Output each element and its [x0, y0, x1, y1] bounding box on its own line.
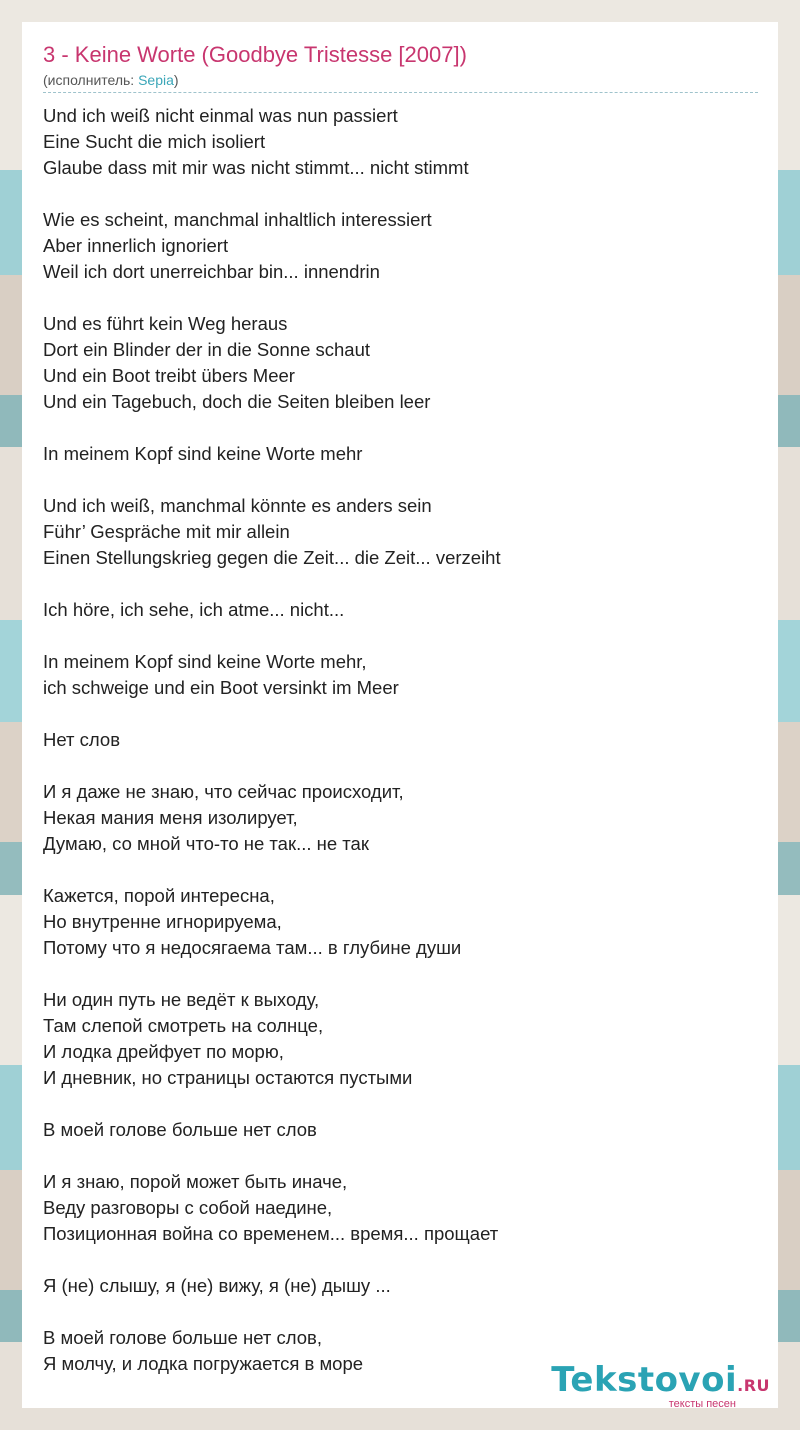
- artist-prefix: (исполнитель:: [43, 72, 139, 88]
- lyric-line: Dort ein Blinder der in die Sonne schaut: [43, 339, 371, 360]
- lyric-line: Und es führt kein Weg heraus: [43, 313, 288, 334]
- lyric-line: И я знаю, порой может быть иначе,: [43, 1171, 348, 1192]
- lyric-line: Einen Stellungskrieg gegen die Zeit... die Zeit... verzeiht: [43, 547, 501, 568]
- lyrics-stanza: [43, 103, 758, 181]
- lyrics-stanza: [43, 1169, 758, 1247]
- lyric-line: In meinem Kopf sind keine Worte mehr,: [43, 651, 367, 672]
- lyric-line: Und ich weiß nicht einmal was nun passiert: [43, 105, 398, 126]
- lyric-line: Weil ich dort unerreichbar bin... innendrin: [43, 261, 380, 282]
- lyric-line: Und ein Tagebuch, doch die Seiten bleiben leer: [43, 391, 431, 412]
- lyric-line: Веду разговоры с собой наедине,: [43, 1197, 333, 1218]
- lyrics-stanza: [43, 1273, 758, 1299]
- lyric-line: Wie es scheint, manchmal inhaltlich interessiert: [43, 209, 432, 230]
- lyric-line: Кажется, порой интересна,: [43, 885, 275, 906]
- lyric-line: И я даже не знаю, что сейчас происходит,: [43, 781, 404, 802]
- lyric-line: Und ein Boot treibt übers Meer: [43, 365, 295, 386]
- lyric-line: Eine Sucht die mich isoliert: [43, 131, 266, 152]
- lyric-line: Я (не) слышу, я (не) вижу, я (не) дышу ...: [43, 1275, 391, 1296]
- lyric-line: Там слепой смотреть на солнце,: [43, 1015, 324, 1036]
- lyric-line: В моей голове больше нет слов: [43, 1119, 317, 1140]
- lyrics-card: [22, 22, 778, 1408]
- lyric-line: Und ich weiß, manchmal könnte es anders sein: [43, 495, 432, 516]
- lyrics-stanza: [43, 727, 758, 753]
- lyrics-stanza: [43, 441, 758, 467]
- lyrics-stanza: [43, 649, 758, 701]
- logo-wordmark: [551, 1362, 770, 1404]
- lyrics-stanza: [43, 883, 758, 961]
- lyric-line: ich schweige und ein Boot versinkt im Meer: [43, 677, 399, 698]
- lyrics-stanza: [43, 1117, 758, 1143]
- logo-name: Tekstovoi: [551, 1360, 738, 1400]
- artist-suffix: ): [173, 72, 179, 88]
- lyrics-stanza: [43, 493, 758, 571]
- lyric-line: Führ’ Gespräche mit mir allein: [43, 521, 290, 542]
- lyric-line: Но внутренне игнорируема,: [43, 911, 282, 932]
- lyric-line: Ich höre, ich sehe, ich atme... nicht...: [43, 599, 345, 620]
- artist-line: [43, 71, 758, 93]
- lyric-line: Glaube dass mit mir was nicht stimmt... nicht stimmt: [43, 157, 469, 178]
- lyric-line: Нет слов: [43, 729, 121, 750]
- lyrics-body: [43, 103, 758, 1377]
- lyric-line: Ни один путь не ведёт к выходу,: [43, 989, 320, 1010]
- lyric-line: Думаю, со мной что-то не так... не так: [43, 833, 369, 854]
- logo-subtitle: тексты песен: [668, 1398, 736, 1410]
- lyrics-stanza: [43, 311, 758, 415]
- lyrics-stanza: [43, 207, 758, 285]
- lyric-line: Некая мания меня изолирует,: [43, 807, 298, 828]
- lyric-line: И лодка дрейфует по морю,: [43, 1041, 284, 1062]
- lyric-line: Aber innerlich ignoriert: [43, 235, 229, 256]
- lyrics-stanza: [43, 597, 758, 623]
- lyric-line: In meinem Kopf sind keine Worte mehr: [43, 443, 363, 464]
- lyric-line: Потому что я недосягаема там... в глубине души: [43, 937, 462, 958]
- song-title: 3 - Keine Worte (Goodbye Tristesse [2007]): [43, 42, 467, 67]
- site-logo[interactable]: [551, 1362, 770, 1410]
- lyric-line: Я молчу, и лодка погружается в море: [43, 1353, 364, 1374]
- lyrics-stanza: [43, 987, 758, 1091]
- lyric-line: В моей голове больше нет слов,: [43, 1327, 323, 1348]
- lyric-line: И дневник, но страницы остаются пустыми: [43, 1067, 413, 1088]
- artist-link[interactable]: Sepia: [138, 72, 174, 88]
- lyrics-stanza: [43, 779, 758, 857]
- lyric-line: Позиционная война со временем... время... прощает: [43, 1223, 499, 1244]
- logo-tld: .RU: [737, 1376, 770, 1395]
